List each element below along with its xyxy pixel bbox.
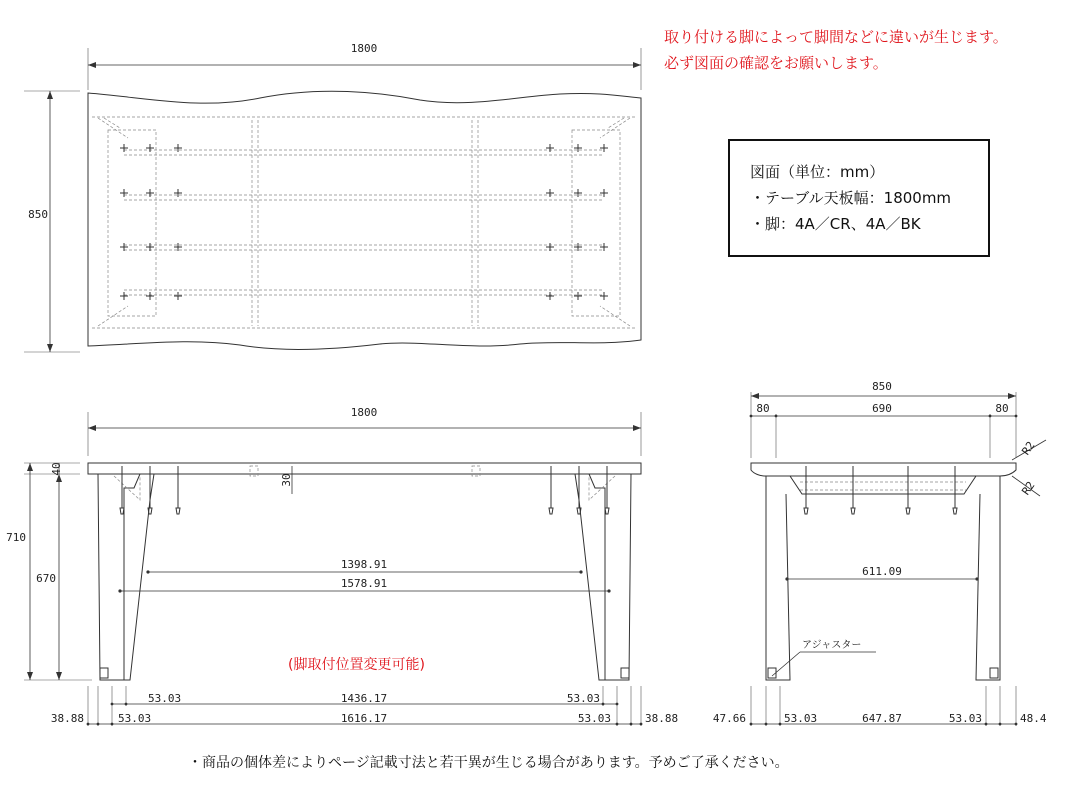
front-view [6,406,678,726]
front-row2-outer-right: 38.88 [645,712,679,725]
leg-position-note: (脚取付位置変更可能) [288,657,425,673]
total-height-label: 710 [6,531,26,544]
screw-mark [546,243,554,251]
screw-mark [574,144,582,152]
screw-mark [146,144,154,152]
front-width-label: 1800 [350,406,378,419]
footer-disclaimer: ・商品の個体差によりページ記載寸法と若干異が生じる場合があります。予めご了承ください。 [188,755,789,771]
side-top-left: 80 [756,402,770,415]
radius-top-label: R2 [1019,439,1038,458]
bolt [120,466,124,514]
side-bottom-outer-right: 48.4 [1020,712,1047,725]
screw-mark [546,144,554,152]
screw-mark [146,243,154,251]
side-span-label: 611.09 [862,565,902,578]
radius-bottom-label: R2 [1019,479,1038,498]
screw-mark [546,189,554,197]
screw-mark [146,292,154,300]
screw-mark [174,144,182,152]
screw-mark [546,292,554,300]
side-top-right: 80 [995,402,1009,415]
top-width-label: 1800 [350,42,378,55]
side-bottom-mid: 647.87 [862,712,902,725]
front-row1-mid: 1436.17 [340,692,388,705]
front-row2-mid: 1616.17 [340,712,388,725]
bolt [176,466,180,514]
side-bottom-outer-left: 47.66 [712,712,746,725]
outer-span-label: 1578.91 [340,577,388,590]
warning-note-line2: 必ず図面の確認をお願いします。 [664,54,888,72]
side-top-mid: 690 [872,402,892,415]
screw-mark [574,189,582,197]
legend-item-width: ・テーブル天板幅：1800mm [750,189,952,207]
screw-mark [600,189,608,197]
screw-mark [146,189,154,197]
side-view [713,380,1047,726]
screw-mark [600,292,608,300]
screw-mark [120,292,128,300]
top-view [24,42,641,352]
side-bottom-left: 53.03 [784,712,818,725]
legend-title: 図面（単位：mm） [750,163,885,181]
screw-mark [174,189,182,197]
bolt [605,466,609,514]
legend-item-legs: ・脚：4A／CR、4A／BK [750,215,921,233]
inner-span-label: 1398.91 [340,558,388,571]
side-bottom-right: 53.03 [948,712,982,725]
warning-note-line1: 取り付ける脚によって脚間などに違いが生じます。 [664,28,1008,46]
top-depth-label: 850 [28,208,48,221]
side-depth-label: 850 [872,380,892,393]
front-row1-left: 53.03 [148,692,182,705]
front-row2-left: 53.03 [118,712,152,725]
adjuster-label: アジャスター [802,640,862,651]
screw-mark [120,144,128,152]
screw-mark [174,292,182,300]
top-thickness-label: 40 [50,462,63,476]
front-row2-right: 53.03 [577,712,611,725]
groove-label: 30 [280,473,293,487]
screw-mark [574,292,582,300]
front-row1-right: 53.03 [566,692,600,705]
screw-mark [600,144,608,152]
screw-mark [120,189,128,197]
front-row2-outer-left: 38.88 [50,712,84,725]
leg-height-label: 670 [36,572,56,585]
bolt [549,466,553,514]
